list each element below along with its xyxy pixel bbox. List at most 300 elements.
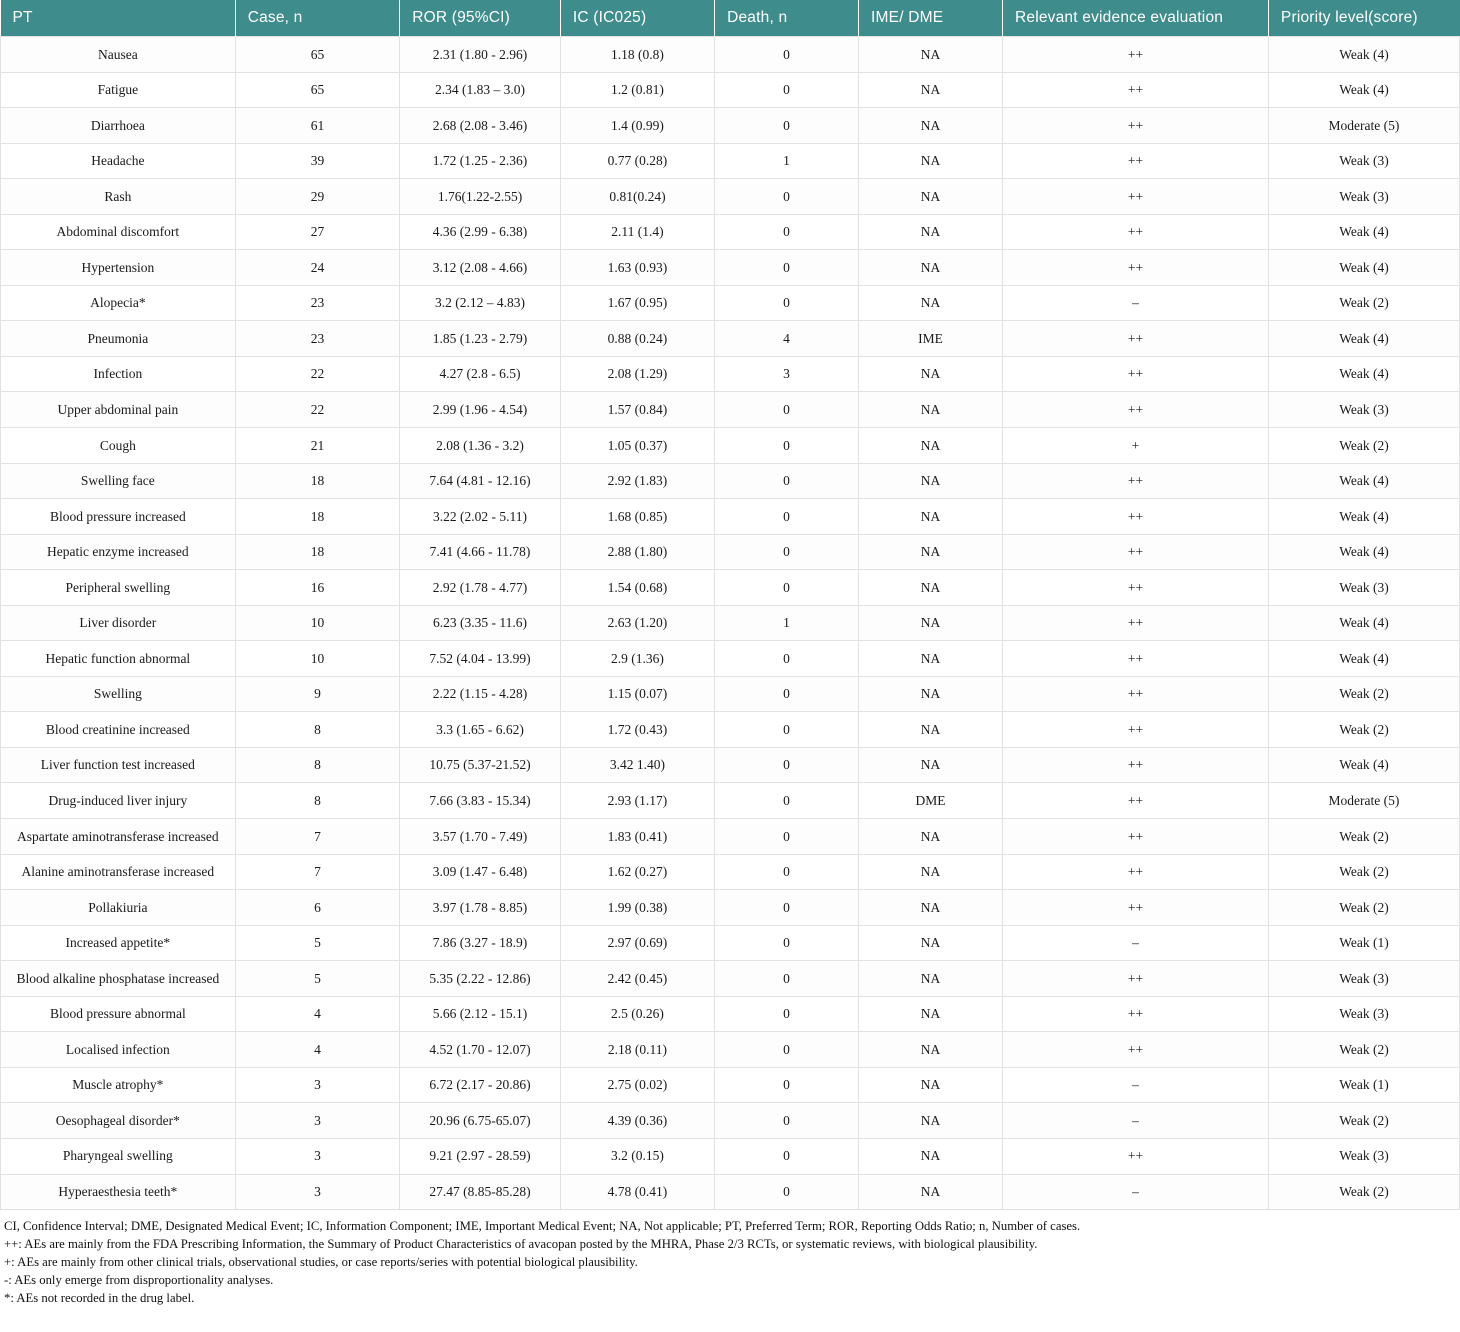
table-cell: Weak (2) — [1268, 676, 1459, 712]
table-cell: 7.41 (4.66 - 11.78) — [400, 534, 561, 570]
table-cell: 0 — [715, 854, 859, 890]
table-cell: 10 — [235, 605, 400, 641]
table-cell: 2.31 (1.80 - 2.96) — [400, 37, 561, 73]
table-cell: 1.85 (1.23 - 2.79) — [400, 321, 561, 357]
table-cell: NA — [859, 961, 1003, 997]
table-row — [1, 783, 1460, 819]
table-cell: 3 — [715, 356, 859, 392]
table-cell: Weak (2) — [1268, 1174, 1459, 1210]
table-cell: 4 — [715, 321, 859, 357]
table-cell: 3.57 (1.70 - 7.49) — [400, 819, 561, 855]
table-cell: 0 — [715, 72, 859, 108]
table-cell: 1.2 (0.81) — [560, 72, 714, 108]
table-cell: 1.99 (0.38) — [560, 890, 714, 926]
table-cell: NA — [859, 1103, 1003, 1139]
table-cell: – — [1002, 1067, 1268, 1103]
column-header-5: Death, n — [715, 0, 859, 37]
table-row — [1, 712, 1460, 748]
table-cell: 1.62 (0.27) — [560, 854, 714, 890]
table-cell: 1.83 (0.41) — [560, 819, 714, 855]
table-cell: 0 — [715, 819, 859, 855]
table-cell: ++ — [1002, 214, 1268, 250]
table-cell: NA — [859, 179, 1003, 215]
table-cell: Fatigue — [1, 72, 236, 108]
table-cell: 0 — [715, 961, 859, 997]
table-cell: 0 — [715, 1103, 859, 1139]
table-cell: – — [1002, 1103, 1268, 1139]
table-cell: Hepatic function abnormal — [1, 641, 236, 677]
table-cell: Drug-induced liver injury — [1, 783, 236, 819]
table-cell: 0 — [715, 392, 859, 428]
table-cell: 5 — [235, 925, 400, 961]
table-cell: 7 — [235, 819, 400, 855]
table-cell: 4.78 (0.41) — [560, 1174, 714, 1210]
table-cell: 0 — [715, 37, 859, 73]
table-cell: ++ — [1002, 676, 1268, 712]
table-row — [1, 499, 1460, 535]
table-row — [1, 1174, 1460, 1210]
table-cell: 1.68 (0.85) — [560, 499, 714, 535]
table-cell: 0 — [715, 783, 859, 819]
table-cell: 0 — [715, 1174, 859, 1210]
table-cell: ++ — [1002, 605, 1268, 641]
footnote-line-4: -: AEs only emerge from disproportionality analyses. — [4, 1273, 274, 1288]
table-cell: Swelling face — [1, 463, 236, 499]
table-cell: ++ — [1002, 819, 1268, 855]
table-cell: Muscle atrophy* — [1, 1067, 236, 1103]
table-cell: 3.2 (2.12 – 4.83) — [400, 285, 561, 321]
column-header-3: ROR (95%CI) — [400, 0, 561, 37]
table-cell: 1.67 (0.95) — [560, 285, 714, 321]
table-cell: 4 — [235, 1032, 400, 1068]
table-row — [1, 1032, 1460, 1068]
table-row — [1, 641, 1460, 677]
table-cell: 0 — [715, 285, 859, 321]
table-cell: Weak (4) — [1268, 321, 1459, 357]
table-cell: 1.4 (0.99) — [560, 108, 714, 144]
table-row — [1, 250, 1460, 286]
table-cell: NA — [859, 72, 1003, 108]
table-cell: 5.66 (2.12 - 15.1) — [400, 996, 561, 1032]
table-cell: Weak (4) — [1268, 463, 1459, 499]
column-header-1: PT — [1, 0, 236, 37]
table-cell: NA — [859, 37, 1003, 73]
table-cell: Increased appetite* — [1, 925, 236, 961]
table-cell: 9 — [235, 676, 400, 712]
table-cell: 1.57 (0.84) — [560, 392, 714, 428]
table-cell: 20.96 (6.75-65.07) — [400, 1103, 561, 1139]
table-cell: Weak (4) — [1268, 37, 1459, 73]
table-row — [1, 1138, 1460, 1174]
table-cell: 0 — [715, 250, 859, 286]
table-row — [1, 890, 1460, 926]
table-row — [1, 1103, 1460, 1139]
table-cell: ++ — [1002, 641, 1268, 677]
table-cell: ++ — [1002, 854, 1268, 890]
table-cell: 0 — [715, 499, 859, 535]
table-cell: 22 — [235, 392, 400, 428]
table-cell: 2.5 (0.26) — [560, 996, 714, 1032]
table-cell: 2.92 (1.78 - 4.77) — [400, 570, 561, 606]
table-cell: 1.54 (0.68) — [560, 570, 714, 606]
table-cell: 23 — [235, 285, 400, 321]
table-cell: Blood pressure increased — [1, 499, 236, 535]
table-cell: ++ — [1002, 143, 1268, 179]
table-cell: 0 — [715, 712, 859, 748]
table-cell: ++ — [1002, 783, 1268, 819]
table-cell: 0 — [715, 676, 859, 712]
table-cell: 2.34 (1.83 – 3.0) — [400, 72, 561, 108]
table-cell: Blood pressure abnormal — [1, 996, 236, 1032]
table-cell: 2.9 (1.36) — [560, 641, 714, 677]
table-cell: 0 — [715, 428, 859, 464]
table-cell: Weak (2) — [1268, 712, 1459, 748]
table-cell: 2.99 (1.96 - 4.54) — [400, 392, 561, 428]
table-row — [1, 108, 1460, 144]
table-cell: 8 — [235, 712, 400, 748]
table-cell: – — [1002, 1174, 1268, 1210]
table-cell: Weak (2) — [1268, 285, 1459, 321]
table-cell: 0 — [715, 890, 859, 926]
table-cell: NA — [859, 428, 1003, 464]
table-cell: 65 — [235, 37, 400, 73]
table-cell: 0 — [715, 570, 859, 606]
table-cell: 29 — [235, 179, 400, 215]
table-cell: 3.97 (1.78 - 8.85) — [400, 890, 561, 926]
table-cell: 3.09 (1.47 - 6.48) — [400, 854, 561, 890]
table-cell: 1.76(1.22-2.55) — [400, 179, 561, 215]
table-cell: 24 — [235, 250, 400, 286]
table-cell: Weak (3) — [1268, 961, 1459, 997]
table-cell: Pharyngeal swelling — [1, 1138, 236, 1174]
table-cell: Infection — [1, 356, 236, 392]
table-cell: Alopecia* — [1, 285, 236, 321]
table-cell: Weak (1) — [1268, 1067, 1459, 1103]
table-cell: Weak (3) — [1268, 996, 1459, 1032]
table-cell: ++ — [1002, 392, 1268, 428]
table-row — [1, 925, 1460, 961]
table-cell: Weak (3) — [1268, 143, 1459, 179]
column-header-6: IME/ DME — [859, 0, 1003, 37]
table-cell: ++ — [1002, 463, 1268, 499]
table-cell: NA — [859, 534, 1003, 570]
table-cell: 4.27 (2.8 - 6.5) — [400, 356, 561, 392]
table-cell: 2.18 (0.11) — [560, 1032, 714, 1068]
table-cell: 5 — [235, 961, 400, 997]
table-cell: 10.75 (5.37-21.52) — [400, 747, 561, 783]
table-cell: 0 — [715, 463, 859, 499]
table-cell: 27 — [235, 214, 400, 250]
table-cell: 0.88 (0.24) — [560, 321, 714, 357]
table-cell: 4.39 (0.36) — [560, 1103, 714, 1139]
table-cell: ++ — [1002, 499, 1268, 535]
table-cell: Weak (4) — [1268, 72, 1459, 108]
table-cell: 0 — [715, 214, 859, 250]
table-cell: 3.12 (2.08 - 4.66) — [400, 250, 561, 286]
table-cell: 8 — [235, 783, 400, 819]
table-cell: 1.15 (0.07) — [560, 676, 714, 712]
table-cell: 4.36 (2.99 - 6.38) — [400, 214, 561, 250]
table-cell: Weak (2) — [1268, 1032, 1459, 1068]
table-row — [1, 605, 1460, 641]
table-cell: ++ — [1002, 890, 1268, 926]
table-cell: ++ — [1002, 356, 1268, 392]
table-cell: Weak (4) — [1268, 747, 1459, 783]
table-cell: NA — [859, 1067, 1003, 1103]
table-cell: 2.22 (1.15 - 4.28) — [400, 676, 561, 712]
table-cell: ++ — [1002, 961, 1268, 997]
table-cell: Peripheral swelling — [1, 570, 236, 606]
table-cell: Weak (2) — [1268, 819, 1459, 855]
table-cell: Weak (4) — [1268, 534, 1459, 570]
table-cell: Weak (2) — [1268, 854, 1459, 890]
table-cell: 7.66 (3.83 - 15.34) — [400, 783, 561, 819]
table-row — [1, 214, 1460, 250]
table-cell: 3 — [235, 1174, 400, 1210]
table-cell: 1.63 (0.93) — [560, 250, 714, 286]
table-cell: Pollakiuria — [1, 890, 236, 926]
table-cell: Cough — [1, 428, 236, 464]
table-cell: 1.72 (0.43) — [560, 712, 714, 748]
table-cell: Weak (2) — [1268, 428, 1459, 464]
table-cell: 27.47 (8.85-85.28) — [400, 1174, 561, 1210]
table-cell: Pneumonia — [1, 321, 236, 357]
table-cell: Headache — [1, 143, 236, 179]
table-cell: 2.63 (1.20) — [560, 605, 714, 641]
table-cell: 22 — [235, 356, 400, 392]
table-cell: 0 — [715, 179, 859, 215]
table-cell: Weak (3) — [1268, 1138, 1459, 1174]
table-cell: ++ — [1002, 747, 1268, 783]
table-cell: NA — [859, 890, 1003, 926]
table-cell: 7.64 (4.81 - 12.16) — [400, 463, 561, 499]
table-cell: 0 — [715, 1032, 859, 1068]
footnote-line-1: CI, Confidence Interval; DME, Designated Medical Event; IC, Information Component; IME, Important Medical Event; NA, Not applicable; PT, Preferred Term; ROR, Reporting Odds Ratio; n, Number of cases. — [4, 1219, 1081, 1234]
table-row — [1, 37, 1460, 73]
table-cell: NA — [859, 285, 1003, 321]
table-cell: ++ — [1002, 1138, 1268, 1174]
table-cell: 39 — [235, 143, 400, 179]
table-cell: Weak (4) — [1268, 499, 1459, 535]
table-cell: Liver disorder — [1, 605, 236, 641]
table-cell: Blood creatinine increased — [1, 712, 236, 748]
table-cell: NA — [859, 499, 1003, 535]
table-cell: Alanine aminotransferase increased — [1, 854, 236, 890]
table-cell: DME — [859, 783, 1003, 819]
table-cell: 2.68 (2.08 - 3.46) — [400, 108, 561, 144]
table-cell: 10 — [235, 641, 400, 677]
table-cell: 9.21 (2.97 - 28.59) — [400, 1138, 561, 1174]
table-cell: 0 — [715, 747, 859, 783]
table-cell: NA — [859, 143, 1003, 179]
table-cell: 2.97 (0.69) — [560, 925, 714, 961]
table-cell: 0 — [715, 996, 859, 1032]
table-cell: Liver function test increased — [1, 747, 236, 783]
table-cell: NA — [859, 392, 1003, 428]
table-cell: 1.72 (1.25 - 2.36) — [400, 143, 561, 179]
table-cell: 8 — [235, 747, 400, 783]
table-row — [1, 534, 1460, 570]
table-row — [1, 854, 1460, 890]
table-cell: 61 — [235, 108, 400, 144]
table-cell: 3 — [235, 1138, 400, 1174]
table-cell: 0 — [715, 1138, 859, 1174]
table-cell: 6.72 (2.17 - 20.86) — [400, 1067, 561, 1103]
table-cell: NA — [859, 854, 1003, 890]
table-cell: + — [1002, 428, 1268, 464]
table-cell: 3 — [235, 1103, 400, 1139]
table-row — [1, 961, 1460, 997]
table-row — [1, 72, 1460, 108]
table-cell: NA — [859, 570, 1003, 606]
table-cell: 23 — [235, 321, 400, 357]
table-cell: 2.92 (1.83) — [560, 463, 714, 499]
table-cell: 21 — [235, 428, 400, 464]
table-row — [1, 1067, 1460, 1103]
table-cell: – — [1002, 285, 1268, 321]
table-cell: 3.2 (0.15) — [560, 1138, 714, 1174]
table-row — [1, 676, 1460, 712]
table-cell: ++ — [1002, 179, 1268, 215]
table-cell: ++ — [1002, 570, 1268, 606]
table-row — [1, 428, 1460, 464]
table-cell: 2.11 (1.4) — [560, 214, 714, 250]
table-cell: 2.93 (1.17) — [560, 783, 714, 819]
table-cell: 2.08 (1.29) — [560, 356, 714, 392]
table-row — [1, 392, 1460, 428]
table-cell: 18 — [235, 463, 400, 499]
footnote-line-3: +: AEs are mainly from other clinical trials, observational studies, or case reports/series with potential biological plausibility. — [4, 1255, 638, 1270]
table-row — [1, 570, 1460, 606]
table-cell: 7.52 (4.04 - 13.99) — [400, 641, 561, 677]
table-cell: 65 — [235, 72, 400, 108]
table-cell: Nausea — [1, 37, 236, 73]
table-cell: NA — [859, 605, 1003, 641]
table-cell: 1.18 (0.8) — [560, 37, 714, 73]
table-row — [1, 321, 1460, 357]
table-cell: NA — [859, 108, 1003, 144]
table-cell: 2.42 (0.45) — [560, 961, 714, 997]
table-cell: 2.88 (1.80) — [560, 534, 714, 570]
table-cell: 18 — [235, 534, 400, 570]
table-cell: ++ — [1002, 1032, 1268, 1068]
table-cell: ++ — [1002, 37, 1268, 73]
ae-table-body — [1, 37, 1460, 1210]
table-row — [1, 996, 1460, 1032]
table-cell: NA — [859, 1032, 1003, 1068]
footnote-line-5: *: AEs not recorded in the drug label. — [4, 1291, 195, 1306]
table-row — [1, 356, 1460, 392]
table-cell: NA — [859, 250, 1003, 286]
table-cell: 4 — [235, 996, 400, 1032]
table-cell: Moderate (5) — [1268, 108, 1459, 144]
column-header-2: Case, n — [235, 0, 400, 37]
table-cell: 16 — [235, 570, 400, 606]
table-cell: NA — [859, 819, 1003, 855]
table-cell: 0 — [715, 108, 859, 144]
table-cell: Hyperaesthesia teeth* — [1, 1174, 236, 1210]
table-cell: 1 — [715, 605, 859, 641]
table-row — [1, 463, 1460, 499]
table-cell: 18 — [235, 499, 400, 535]
table-cell: ++ — [1002, 712, 1268, 748]
table-cell: 0.81(0.24) — [560, 179, 714, 215]
table-cell: Localised infection — [1, 1032, 236, 1068]
table-cell: Weak (4) — [1268, 641, 1459, 677]
table-cell: Oesophageal disorder* — [1, 1103, 236, 1139]
table-cell: 4.52 (1.70 - 12.07) — [400, 1032, 561, 1068]
table-cell: 0 — [715, 925, 859, 961]
table-row — [1, 285, 1460, 321]
table-cell: 1.05 (0.37) — [560, 428, 714, 464]
table-cell: 0 — [715, 534, 859, 570]
table-cell: Weak (3) — [1268, 392, 1459, 428]
table-cell: NA — [859, 463, 1003, 499]
table-cell: NA — [859, 747, 1003, 783]
column-header-8: Priority level(score) — [1268, 0, 1459, 37]
table-cell: 3.22 (2.02 - 5.11) — [400, 499, 561, 535]
table-cell: ++ — [1002, 108, 1268, 144]
table-cell: IME — [859, 321, 1003, 357]
table-cell: Rash — [1, 179, 236, 215]
table-row — [1, 747, 1460, 783]
column-header-7: Relevant evidence evaluation — [1002, 0, 1268, 37]
table-cell: 6.23 (3.35 - 11.6) — [400, 605, 561, 641]
table-cell: 0 — [715, 641, 859, 677]
table-cell: NA — [859, 712, 1003, 748]
table-cell: ++ — [1002, 534, 1268, 570]
table-cell: Hepatic enzyme increased — [1, 534, 236, 570]
table-cell: Diarrhoea — [1, 108, 236, 144]
table-footnotes — [0, 1210, 1460, 1311]
table-row — [1, 819, 1460, 855]
table-cell: Weak (1) — [1268, 925, 1459, 961]
table-cell: Swelling — [1, 676, 236, 712]
table-cell: 7 — [235, 854, 400, 890]
table-cell: Abdominal discomfort — [1, 214, 236, 250]
table-cell: Hypertension — [1, 250, 236, 286]
table-cell: 7.86 (3.27 - 18.9) — [400, 925, 561, 961]
table-cell: Upper abdominal pain — [1, 392, 236, 428]
table-cell: 0.77 (0.28) — [560, 143, 714, 179]
table-header-row — [1, 0, 1460, 37]
table-cell: – — [1002, 925, 1268, 961]
table-cell: Weak (4) — [1268, 214, 1459, 250]
table-cell: NA — [859, 214, 1003, 250]
table-cell: 2.75 (0.02) — [560, 1067, 714, 1103]
table-cell: Weak (4) — [1268, 250, 1459, 286]
table-cell: Moderate (5) — [1268, 783, 1459, 819]
table-cell: Weak (4) — [1268, 356, 1459, 392]
table-cell: NA — [859, 641, 1003, 677]
table-row — [1, 143, 1460, 179]
footnote-line-2: ++: AEs are mainly from the FDA Prescribing Information, the Summary of Product Characteristics of avacopan posted by the MHRA, Phase 2/3 RCTs, or systematic reviews, with biological plausibility. — [4, 1237, 1038, 1252]
table-cell: 6 — [235, 890, 400, 926]
table-cell: NA — [859, 1138, 1003, 1174]
table-cell: 3.42 1.40) — [560, 747, 714, 783]
table-cell: Weak (2) — [1268, 1103, 1459, 1139]
table-cell: Weak (2) — [1268, 890, 1459, 926]
table-row — [1, 179, 1460, 215]
table-cell: 3 — [235, 1067, 400, 1103]
table-cell: ++ — [1002, 321, 1268, 357]
table-cell: NA — [859, 1174, 1003, 1210]
ae-table-head — [1, 0, 1460, 37]
table-cell: 1 — [715, 143, 859, 179]
column-header-4: IC (IC025) — [560, 0, 714, 37]
table-cell: NA — [859, 925, 1003, 961]
table-cell: Weak (4) — [1268, 605, 1459, 641]
